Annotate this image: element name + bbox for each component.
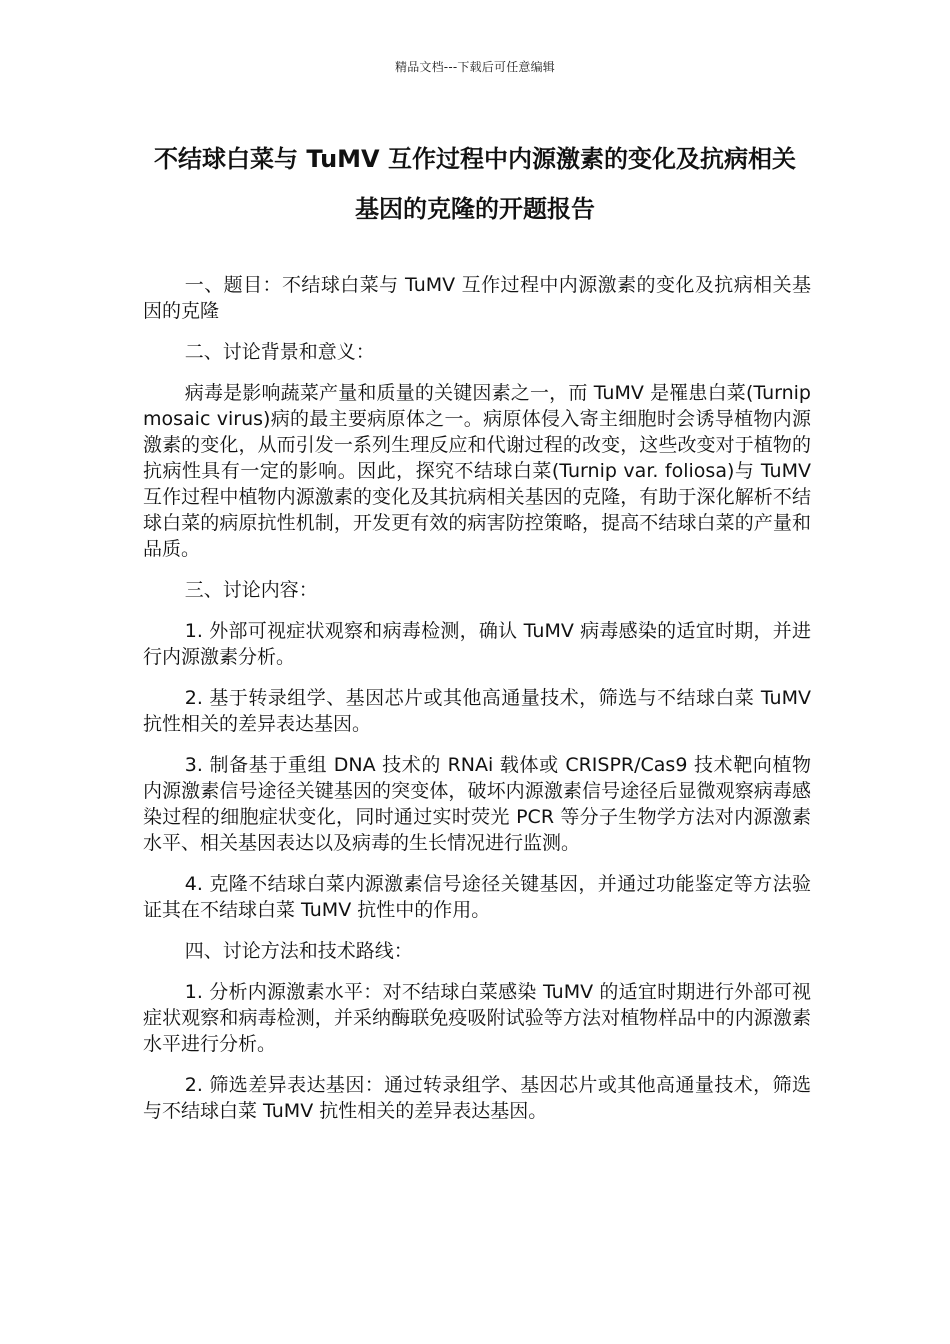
page-header-note: 精品文档---下载后可任意编辑 (395, 60, 555, 74)
method-item-1: 1. 分析内源激素水平：对不结球白菜感染 TuMV 的适宜时期进行外部可视症状观察和病毒检测，并采纳酶联免疫吸附试验等方法对植物样品中的内源激素水平进行分析。 (143, 981, 811, 1055)
content-item-3: 3. 制备基于重组 DNA 技术的 RNAi 载体或 CRISPR/Cas9 技术靶向植物内源激素信号途径关键基因的突变体，破坏内源激素信号途径后显微观察病毒感染过程的细胞症状变化，同时通过实时荧光 PCR 等分子生物学方法对内源激素水平、相关基因表达以及病毒的生长情况进行监测。 (143, 754, 811, 854)
content-item-4: 4. 克隆不结球白菜内源激素信号途径关键基因，并通过功能鉴定等方法验证其在不结球白菜 TuMV 抗性中的作用。 (143, 873, 811, 921)
method-item-2: 2. 筛选差异表达基因：通过转录组学、基因芯片或其他高通量技术，筛选与不结球白菜 TuMV 抗性相关的差异表达基因。 (143, 1074, 811, 1122)
section-heading-background: 二、讨论背景和意义： (184, 341, 375, 363)
section-heading-methods: 四、讨论方法和技术路线： (184, 940, 413, 962)
content-item-1: 1. 外部可视症状观察和病毒检测，确认 TuMV 病毒感染的适宜时期，并进行内源激素分析。 (143, 620, 811, 668)
section-topic: 一、题目：不结球白菜与 TuMV 互作过程中内源激素的变化及抗病相关基因的克隆 (143, 274, 811, 322)
content-item-2: 2. 基于转录组学、基因芯片或其他高通量技术，筛选与不结球白菜 TuMV 抗性相关的差异表达基因。 (143, 687, 811, 735)
section-heading-content: 三、讨论内容： (184, 579, 318, 601)
document-body (143, 272, 811, 1139)
background-paragraph: 病毒是影响蔬菜产量和质量的关键因素之一，而 TuMV 是罹患白菜(Turnip mosaic virus)病的最主要病原体之一。病原体侵入寄主细胞时会诱导植物内源激素的变化，从而引发一系列生理反应和代谢过程的改变，这些改变对于植物的抗病性具有一定的影响。因此，探究不结球白菜(Turnip var. foliosa)与 TuMV 互作过程中植物内源激素的变化及其抗病相关基因的克隆，有助于深化解析不结球白菜的病原抗性机制，开发更有效的病害防控策略，提高不结球白菜的产量和品质。 (143, 382, 811, 560)
document-title: 不结球白菜与 TuMV 互作过程中内源激素的变化及抗病相关基因的克隆的开题报告 (154, 145, 796, 223)
